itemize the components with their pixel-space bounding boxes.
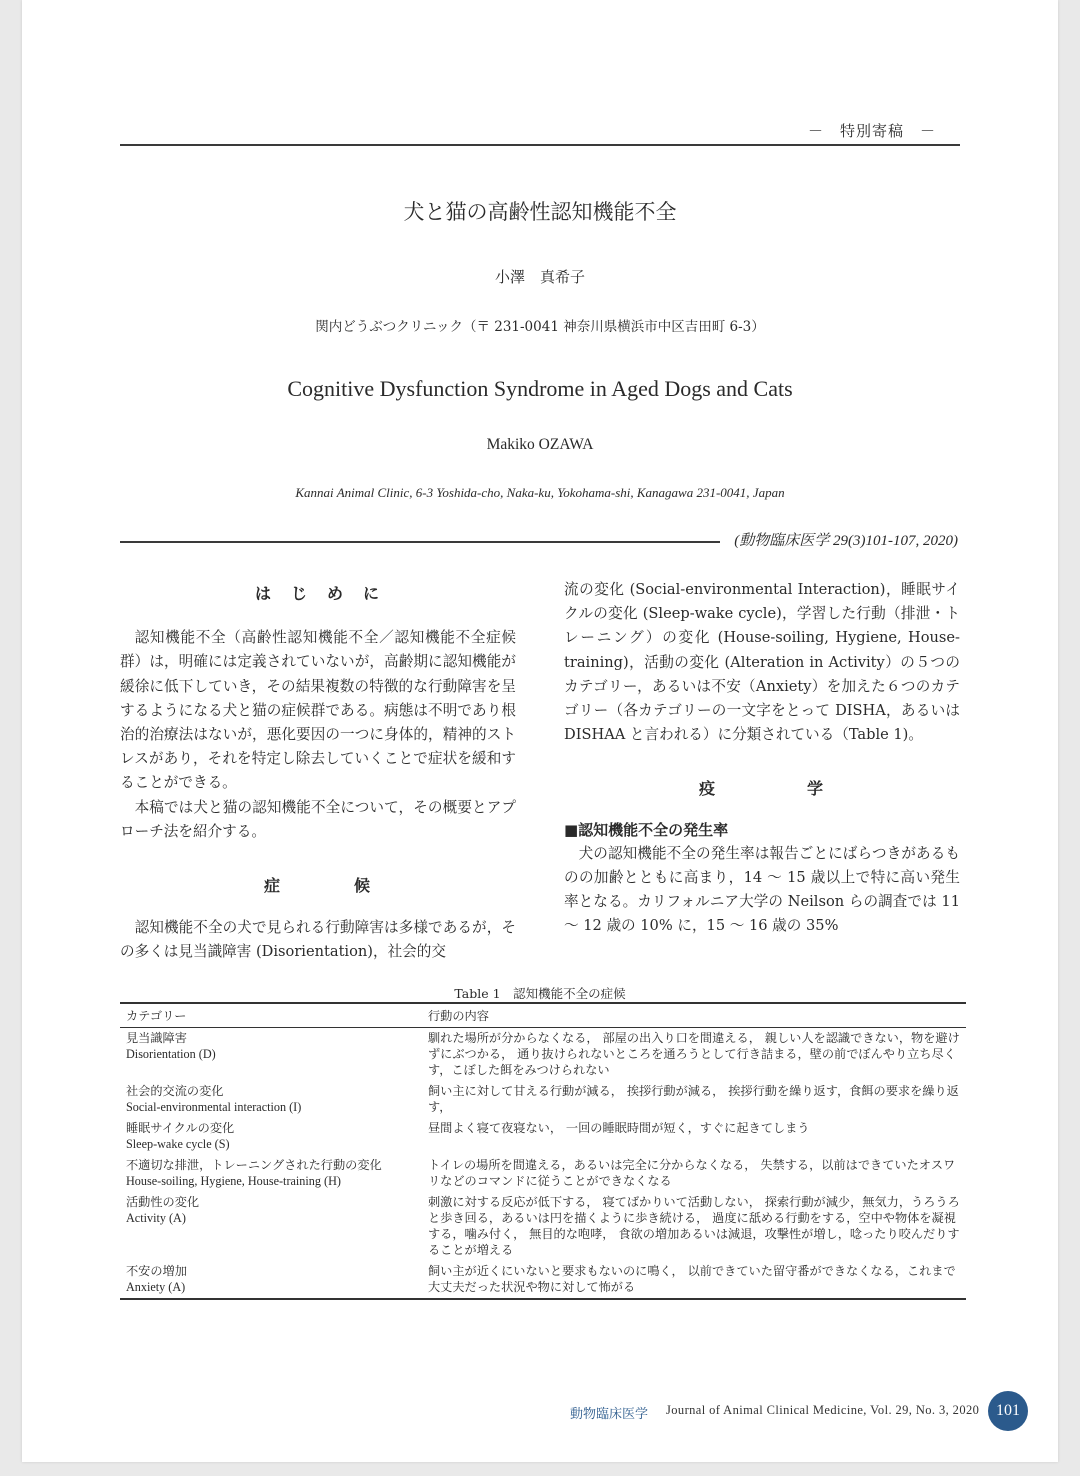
epidemiology-paragraph: 犬の認知機能不全の発生率は報告ごとにばらつきがあるものの加齢とともに高まり，14 ～ 15 歳以上で特に高い発生率となる。カリフォルニア大学の Neilson らの調査では 11 ～ 12 歳の 10% に，15 ～ 16 歳の 35% [564, 844, 960, 935]
table-cell-category [120, 1155, 422, 1192]
category-en: Activity (A) [126, 1211, 186, 1225]
table-row [120, 1028, 966, 1082]
table-cell-content: 飼い主に対して甘える行動が減る， 挨拶行動が減る， 挨拶行動を繰り返す，食餌の要求を繰り返す， [428, 1084, 959, 1114]
category-ja: 社会的交流の変化 [126, 1084, 224, 1098]
category-ja: 活動性の変化 [126, 1195, 200, 1209]
category-en: Anxiety (A) [126, 1280, 186, 1294]
category-ja: 睡眠サイクルの変化 [126, 1121, 235, 1135]
left-column [120, 580, 516, 965]
category-en: Social-environmental interaction (I) [126, 1100, 302, 1114]
citation-rule [120, 541, 720, 543]
symptoms-paragraph-continued: 流の変化 (Social-environmental Interaction)，睡眠サイクルの変化 (Sleep-wake cycle)，学習した行動（排泄・トレーニング）の変化 (House-soiling, Hygiene, House-training)，活動の変化 (Alteration in Activity）の５つのカテゴリー，あるいは不安（Anxiety）を加えた６つのカテゴリー（各カテゴリーの一文字をとって DISHA，あるいは DISHAA と言われる）に分類されている（Table 1)。 [564, 581, 960, 744]
table-cell-content: 馴れた場所が分からなくなる， 部屋の出入り口を間違える， 親しい人を認識できない，物を避けずにぶつかる， 通り抜けられないところを通ろうとして行き詰まる，壁の前でぼんやり立ち尽くす，こぼした餌をみつけられない [428, 1031, 960, 1077]
footer-journal-ja: 動物臨床医学 [570, 1407, 649, 1422]
header-rule [120, 144, 960, 146]
page-number-badge: 101 [988, 1391, 1028, 1431]
heading-epidemiology: 疫 学 [698, 779, 825, 799]
table-cell-content: 昼間よく寝て夜寝ない， 一回の睡眠時間が短く，すぐに起きてしまう [428, 1121, 810, 1135]
table-cell-category [120, 1028, 422, 1082]
table-row [120, 1261, 966, 1299]
category-en: Disorientation (D) [126, 1047, 216, 1061]
table-row [120, 1118, 966, 1155]
table-header-behavior: 行動の内容 [422, 1003, 966, 1028]
affiliation-ja: 関内どうぶつクリニック（〒 231-0041 神奈川県横浜市中区吉田町 6-3） [315, 319, 765, 335]
title-en: Cognitive Dysfunction Syndrome in Aged Dogs and Cats [287, 376, 793, 401]
author-en: Makiko OZAWA [486, 436, 594, 453]
category-ja: 不安の増加 [126, 1264, 187, 1278]
category-en: House-soiling, Hygiene, House-training (H) [126, 1174, 341, 1188]
table-cell-content: 飼い主が近くにいないと要求もないのに鳴く， 以前できていた留守番ができなくなる，これまで大丈夫だった状況や物に対して怖がる [422, 1261, 966, 1299]
table-cell-category [120, 1261, 422, 1299]
heading-symptoms: 症 候 [263, 876, 372, 896]
section-tag: － 特別寄稿 － [807, 122, 936, 140]
symptom-table [120, 1002, 966, 1300]
table-cell-content: トイレの場所を間違える，あるいは完全に分からなくなる， 失禁する，以前はできていたオスワリなどのコマンドに従うことができなくなる [428, 1158, 956, 1188]
table-cell-category [120, 1118, 422, 1155]
category-en: Sleep-wake cycle (S) [126, 1137, 230, 1151]
right-column [564, 578, 960, 939]
table-cell-category [120, 1192, 422, 1261]
intro-paragraph-2: 本稿では犬と猫の認知機能不全について，その概要とアプローチ法を紹介する。 [120, 798, 516, 840]
table-cell-content: 刺激に対する反応が低下する， 寝てばかりいて活動しない， 探索行動が減少，無気力，うろうろと歩き回る，あるいは円を描くように歩き続ける， 過度に舐める行動をする，空中や物体を凝視する，噛み付く， 無目的な咆哮， 食欲の増加あるいは減退，攻撃性が増し，唸ったり咬んだりすることが増える [428, 1195, 960, 1257]
table-caption: Table 1 認知機能不全の症候 [454, 986, 626, 1001]
table-row [120, 1192, 966, 1261]
table-cell-category [120, 1081, 422, 1118]
journal-page [22, 0, 1058, 1462]
category-ja: 不適切な排泄，トレーニングされた行動の変化 [126, 1158, 382, 1172]
author-ja: 小澤 真希子 [494, 268, 585, 286]
symptoms-paragraph: 認知機能不全の犬で見られる行動障害は多様であるが，その多くは見当識障害 (Disorientation)，社会的交 [120, 919, 516, 961]
table-row [120, 1081, 966, 1118]
category-ja: 見当識障害 [126, 1031, 187, 1045]
table-header-row [120, 1003, 966, 1028]
heading-introduction: は じ め に [254, 584, 381, 603]
subheading-incidence: ■認知機能不全の発生率 [564, 820, 729, 839]
title-ja: 犬と猫の高齢性認知機能不全 [403, 200, 677, 224]
table-header-category: カテゴリー [120, 1003, 422, 1028]
footer-journal-en: Journal of Animal Clinical Medicine, Vol. 29, No. 3, 2020 [666, 1403, 980, 1417]
intro-paragraph-1: 認知機能不全（高齢性認知機能不全／認知機能不全症候群）は，明確には定義されていないが，高齢期に認知機能が緩徐に低下していき，その結果複数の特徴的な行動障害を呈するようになる犬と猫の症候群である。病態は不明であり根治的治療法はないが，悪化要因の一つに身体的，精神的ストレスがあり，それを特定し除去していくことで症状を緩和することができる。 [120, 629, 516, 792]
citation: (動物臨床医学 29(3)101-107, 2020) [730, 529, 958, 550]
table-row [120, 1155, 966, 1192]
affiliation-en: Kannai Animal Clinic, 6-3 Yoshida-cho, Naka-ku, Yokohama-shi, Kanagawa 231-0041, Japan [295, 485, 785, 500]
